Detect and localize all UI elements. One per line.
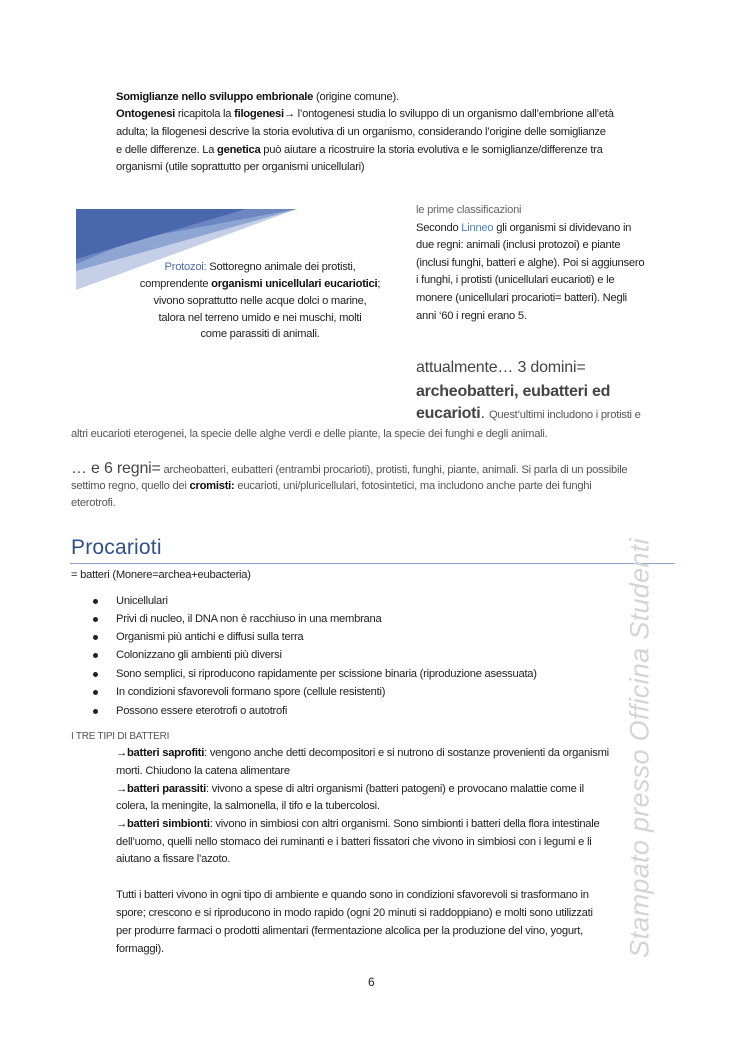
text: l’ontogenesi studia lo sviluppo di un organismo dall’embrione all’età: [294, 108, 614, 120]
list-item: Organismi più antichi e diffusi sulla terra: [116, 631, 304, 643]
text: Sottoregno animale dei protisti,: [206, 261, 356, 273]
regni-line-1: [71, 459, 627, 480]
domini-line-4: altri eucarioti eterogenei, la specie delle alghe verdi e delle piante, la specie dei funghi e degli animali.: [71, 428, 548, 440]
bullet-icon: [93, 617, 98, 622]
conclusione-line-3: per produrre farmaci o prodotti alimentari (fermentazione alcolica per la produzione del vino, yogurt,: [116, 925, 584, 937]
domini-line-1: attualmente… 3 domini=: [416, 359, 586, 376]
text: : vengono anche detti decompositori e si nutrono di sostanze provenienti da organismi: [204, 747, 609, 759]
watermark: Stampato presso Officina Studenti: [624, 538, 655, 958]
conclusione-line-4: formaggi).: [116, 943, 164, 955]
classificazioni-line-1: [416, 221, 631, 235]
text: Quest’ultimi includono i protisti e: [488, 409, 641, 421]
linneo-link[interactable]: Linneo: [461, 222, 494, 234]
bold-term: cromisti:: [189, 480, 235, 492]
intro-line-5: organismi (utile soprattutto per organismi unicellulari): [116, 161, 365, 173]
intro-line-1: [116, 90, 399, 104]
list-item: Sono semplici, si riproducono rapidamente per scissione binaria (riproduzione asessuata): [116, 668, 537, 680]
intro-line-2: [116, 107, 614, 121]
procarioti-subtitle: = batteri (Monere=archea+eubacteria): [71, 569, 251, 581]
protozoi-line-4: talora nel terreno umido e nei muschi, molti: [158, 312, 362, 324]
parassiti-line-1: [116, 782, 584, 796]
bold-term: →batteri saprofiti: [116, 747, 205, 759]
intro-line-3: adulta; la filogenesi descrive la storia evolutiva di un organismo, considerando l’origine delle somiglianze: [116, 126, 606, 138]
text: archeobatteri, eubatteri (entrambi procarioti), protisti, funghi, piante, animali. Si parla di un possibile: [160, 464, 628, 476]
regni-big: … e 6 regni=: [71, 460, 161, 477]
text: ricapitola la: [175, 108, 235, 120]
text: può aiutare a ricostruire la storia evolutiva e le somiglianze/differenze tra: [260, 144, 603, 156]
bold-term: genetica: [217, 144, 261, 156]
text: gli organismi si dividevano in: [493, 222, 632, 234]
simbionti-line-2: dell’uomo, quelli nello stomaco dei ruminanti e i batteri fissatori che vivono in simbiosi con i legumi e li: [116, 836, 592, 848]
text: e delle differenze. La: [116, 144, 218, 156]
bullet-icon: [93, 672, 98, 677]
parassiti-line-2: colera, la meningite, la salmonella, il tifo e la tubercolosi.: [116, 800, 380, 812]
intro-line-4: [116, 143, 603, 157]
list-item: In condizioni sfavorevoli formano spore (cellule resistenti): [116, 686, 386, 698]
regni-line-2: [71, 479, 592, 493]
saprofiti-line-2: morti. Chiudono la catena alimentare: [116, 765, 290, 777]
conclusione-line-2: spore; crescono e si riproducono in modo rapido (ogni 20 minuti si raddoppiano) e molti sono utilizzati: [116, 907, 593, 919]
list-item: Colonizzano gli ambienti più diversi: [116, 649, 282, 661]
bullet-icon: [93, 653, 98, 658]
heading-rule: [70, 563, 675, 564]
classificazioni-line-6: anni ‘60 i regni erano 5.: [416, 310, 527, 322]
bold-term: organismi unicellulari eucariotici: [211, 278, 378, 290]
text: comprendente: [139, 278, 212, 290]
conclusione-line-1: Tutti i batteri vivono in ogni tipo di ambiente e quando sono in condizioni sfavorevoli si trasformano in: [116, 889, 589, 901]
regni-line-3: eterotrofi.: [71, 497, 116, 509]
classificazioni-line-5: monere (unicellulari procarioti= batteri). Negli: [416, 292, 627, 304]
bold-term: →batteri parassiti: [116, 783, 207, 795]
list-item: Unicellulari: [116, 595, 168, 607]
bold-term: filogenesi→: [234, 108, 295, 120]
classificazioni-line-3: (inclusi funghi, batteri e alghe). Poi si aggiunsero: [416, 257, 645, 269]
classificazioni-title: le prime classificazioni: [416, 204, 522, 216]
text: ;: [377, 278, 381, 290]
text: : vivono in simbiosi con altri organismi. Sono simbionti i batteri della flora intestinale: [209, 818, 600, 830]
bold-term: Somiglianze nello sviluppo embrionale: [116, 91, 314, 103]
domini-line-2: archeobatteri, eubatteri ed: [416, 383, 611, 400]
domini-line-3: [416, 404, 641, 425]
tipi-title: I TRE TIPI DI BATTERI: [71, 731, 170, 742]
text: eucarioti, uni/pluricellulari, fotosintetici, ma includono anche parte dei funghi: [234, 480, 592, 492]
classificazioni-line-4: i funghi, i protisti (unicellulari eucarioti) e le: [416, 274, 615, 286]
bullet-icon: [93, 635, 98, 640]
protozoi-label: Protozoi:: [164, 261, 207, 273]
bold-term: →batteri simbionti: [116, 818, 210, 830]
text: Secondo: [416, 222, 462, 234]
bullet-icon: [93, 690, 98, 695]
protozoi-line-5: come parassiti di animali.: [200, 328, 320, 340]
protozoi-line-2: [120, 277, 400, 291]
bold-term: eucarioti: [416, 405, 481, 422]
list-item: Privi di nucleo, il DNA non è racchiuso in una membrana: [116, 613, 382, 625]
bullet-icon: [93, 599, 98, 604]
protozoi-line-3: vivono soprattutto nelle acque dolci o marine,: [153, 295, 367, 307]
section-heading: Procarioti: [71, 536, 162, 559]
text: settimo regno, quello dei: [71, 480, 190, 492]
text: .: [480, 405, 489, 422]
page-number: 6: [368, 975, 375, 989]
bold-term: Ontogenesi: [116, 108, 176, 120]
text: : vivono a spese di altri organismi (batteri patogeni) e provocano malattie come il: [206, 783, 584, 795]
simbionti-line-3: aiutano a fissare l’azoto.: [116, 853, 231, 865]
protozoi-line-1: [120, 260, 400, 274]
simbionti-line-1: [116, 817, 600, 831]
saprofiti-line-1: [116, 746, 609, 760]
list-item: Possono essere eterotrofi o autotrofi: [116, 705, 288, 717]
bullet-icon: [93, 709, 98, 714]
classificazioni-line-2: due regni: animali (inclusi protozoi) e piante: [416, 239, 621, 251]
text: (origine comune).: [313, 91, 399, 103]
